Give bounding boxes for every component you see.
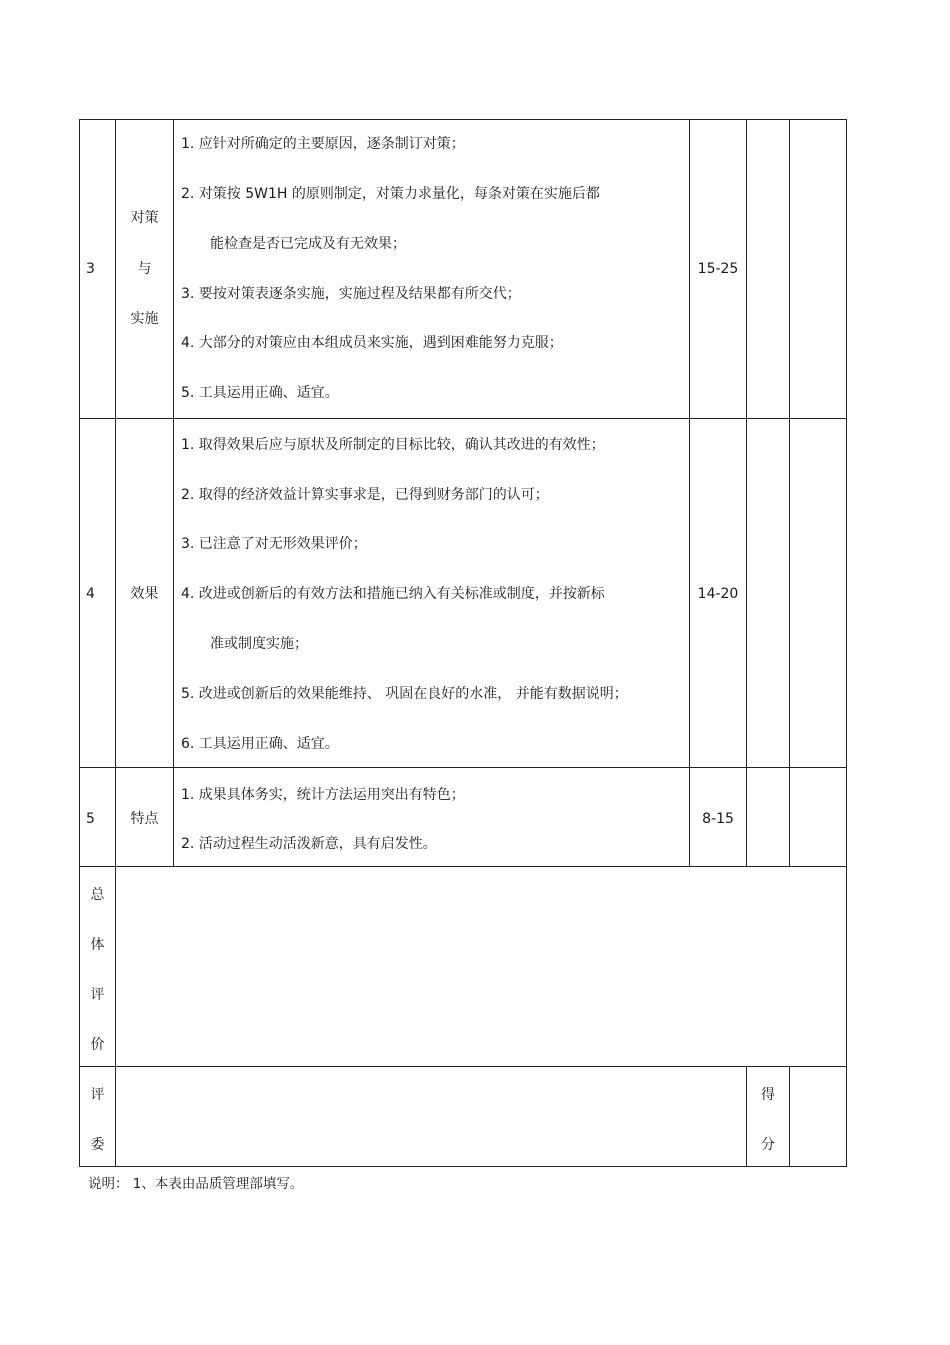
- score-range: 14-20: [697, 586, 739, 602]
- score-range: 8-15: [702, 811, 734, 827]
- row-divider: [79, 866, 847, 867]
- criteria-line: 1. 应针对所确定的主要原因，逐条制订对策；: [181, 136, 465, 152]
- row-divider: [79, 1066, 847, 1067]
- column-divider: [689, 119, 690, 867]
- row-divider: [79, 418, 847, 419]
- table-border-bottom: [79, 1166, 847, 1167]
- row-category: 特点: [130, 811, 159, 827]
- criteria-line: 1. 成果具体务实，统计方法运用突出有特色；: [181, 787, 465, 803]
- criteria-line: 能检查是否已完成及有无效果；: [210, 236, 406, 252]
- row-category: 与: [137, 261, 152, 277]
- footnote: 说明： 1、本表由品质管理部填写。: [88, 1176, 304, 1192]
- column-divider: [789, 1066, 790, 1167]
- table-border-top: [79, 119, 847, 120]
- judges-label: 评: [90, 1087, 105, 1103]
- score-range: 15-25: [697, 261, 739, 277]
- criteria-line: 5. 改进或创新后的效果能维持、 巩固在良好的水准， 并能有数据说明；: [181, 686, 628, 702]
- criteria-line: 准或制度实施；: [210, 636, 308, 652]
- table-border-left: [79, 119, 80, 1167]
- row-number: 4: [86, 586, 95, 602]
- criteria-line: 4. 改进或创新后的有效方法和措施已纳入有关标准或制度，并按新标: [181, 586, 605, 602]
- score-label: 分: [761, 1137, 775, 1153]
- row-number: 5: [86, 811, 95, 827]
- overall-label: 总: [90, 887, 105, 903]
- column-divider: [173, 119, 174, 867]
- criteria-line: 2. 对策按 5W1H 的原则制定，对策力求量化，每条对策在实施后都: [181, 186, 600, 202]
- row-number: 3: [86, 261, 95, 277]
- criteria-line: 3. 要按对策表逐条实施，实施过程及结果都有所交代；: [181, 286, 521, 302]
- overall-label: 体: [90, 937, 105, 953]
- criteria-line: 5. 工具运用正确、适宜。: [181, 385, 339, 401]
- column-divider: [746, 119, 747, 867]
- overall-label: 价: [90, 1037, 105, 1053]
- criteria-line: 2. 取得的经济效益计算实事求是，已得到财务部门的认可；: [181, 487, 549, 503]
- score-label: 得: [761, 1087, 775, 1103]
- table-border-right: [846, 119, 847, 1167]
- overall-label: 评: [90, 987, 105, 1003]
- row-category: 对策: [130, 210, 159, 226]
- column-divider: [789, 119, 790, 867]
- row-category: 实施: [130, 311, 159, 327]
- row-category: 效果: [130, 586, 159, 602]
- criteria-line: 2. 活动过程生动活泼新意，具有启发性。: [181, 836, 437, 852]
- criteria-line: 1. 取得效果后应与原状及所制定的目标比较，确认其改进的有效性；: [181, 437, 605, 453]
- criteria-line: 6. 工具运用正确、适宜。: [181, 736, 339, 752]
- judges-label: 委: [90, 1137, 105, 1153]
- criteria-line: 3. 已注意了对无形效果评价；: [181, 536, 367, 552]
- criteria-line: 4. 大部分的对策应由本组成员来实施，遇到困难能努力克服；: [181, 335, 563, 351]
- row-divider: [79, 767, 847, 768]
